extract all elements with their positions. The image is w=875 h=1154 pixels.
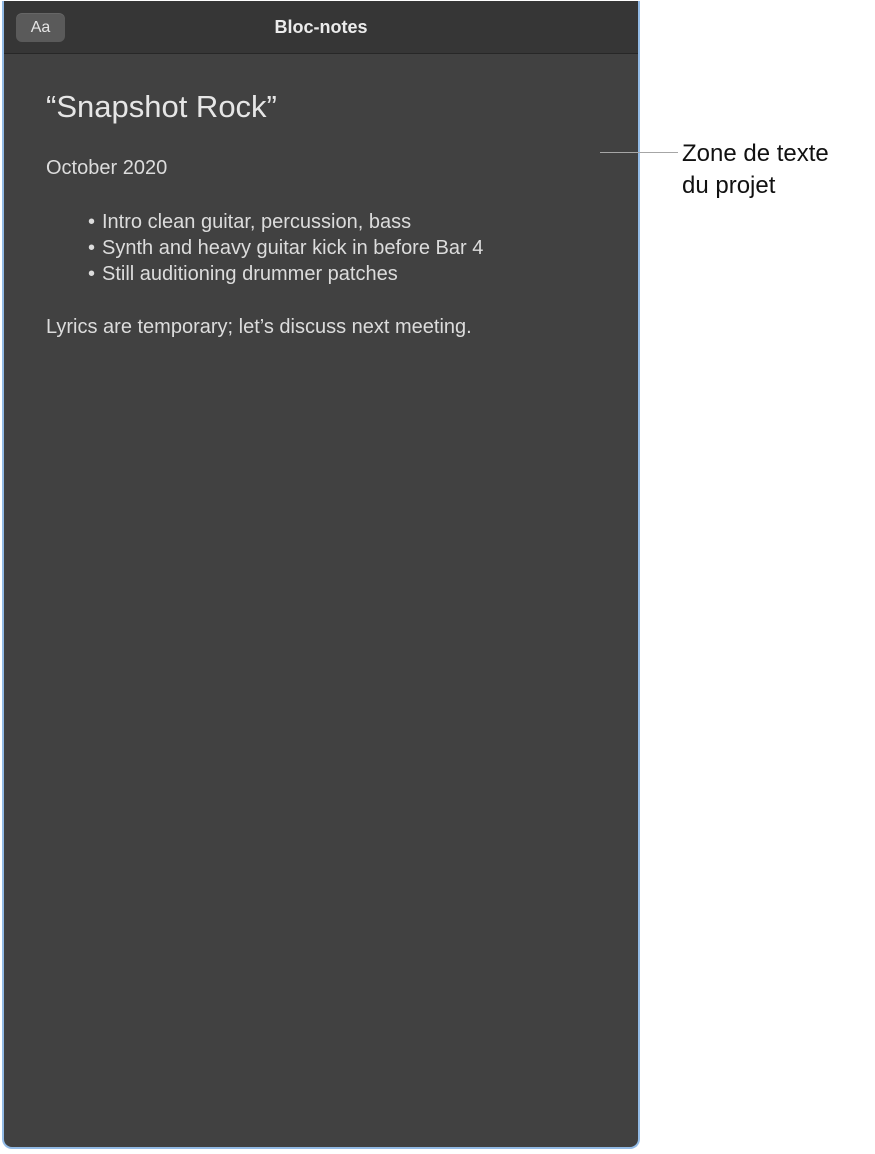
list-item: [88, 261, 483, 287]
project-notes-window: [2, 1, 640, 1149]
bullet-icon: •: [88, 211, 96, 233]
callout-label: [682, 138, 872, 202]
bullet-icon: •: [88, 263, 96, 285]
project-text-area[interactable]: [4, 55, 638, 1147]
list-item-text: Synth and heavy guitar kick in before Bar 4: [102, 237, 484, 259]
callout-label-line-2: du projet: [682, 172, 776, 199]
callout-leader-line: [600, 152, 678, 153]
window-title: Bloc-notes: [274, 17, 368, 37]
list-item-text: Intro clean guitar, percussion, bass: [102, 211, 412, 233]
list-item: [88, 209, 483, 235]
note-paragraph: Lyrics are temporary; let’s discuss next meeting.: [46, 316, 472, 338]
note-date: October 2020: [46, 157, 168, 179]
titlebar: [4, 1, 638, 54]
list-item-text: Still auditioning drummer patches: [102, 263, 398, 285]
note-title: “Snapshot Rock”: [46, 89, 277, 124]
bullet-icon: •: [88, 237, 96, 259]
callout-label-line-1: Zone de texte: [682, 140, 829, 167]
font-format-button[interactable]: Aa: [16, 13, 65, 42]
list-item: [88, 235, 483, 261]
note-bullet-list: [88, 209, 483, 287]
